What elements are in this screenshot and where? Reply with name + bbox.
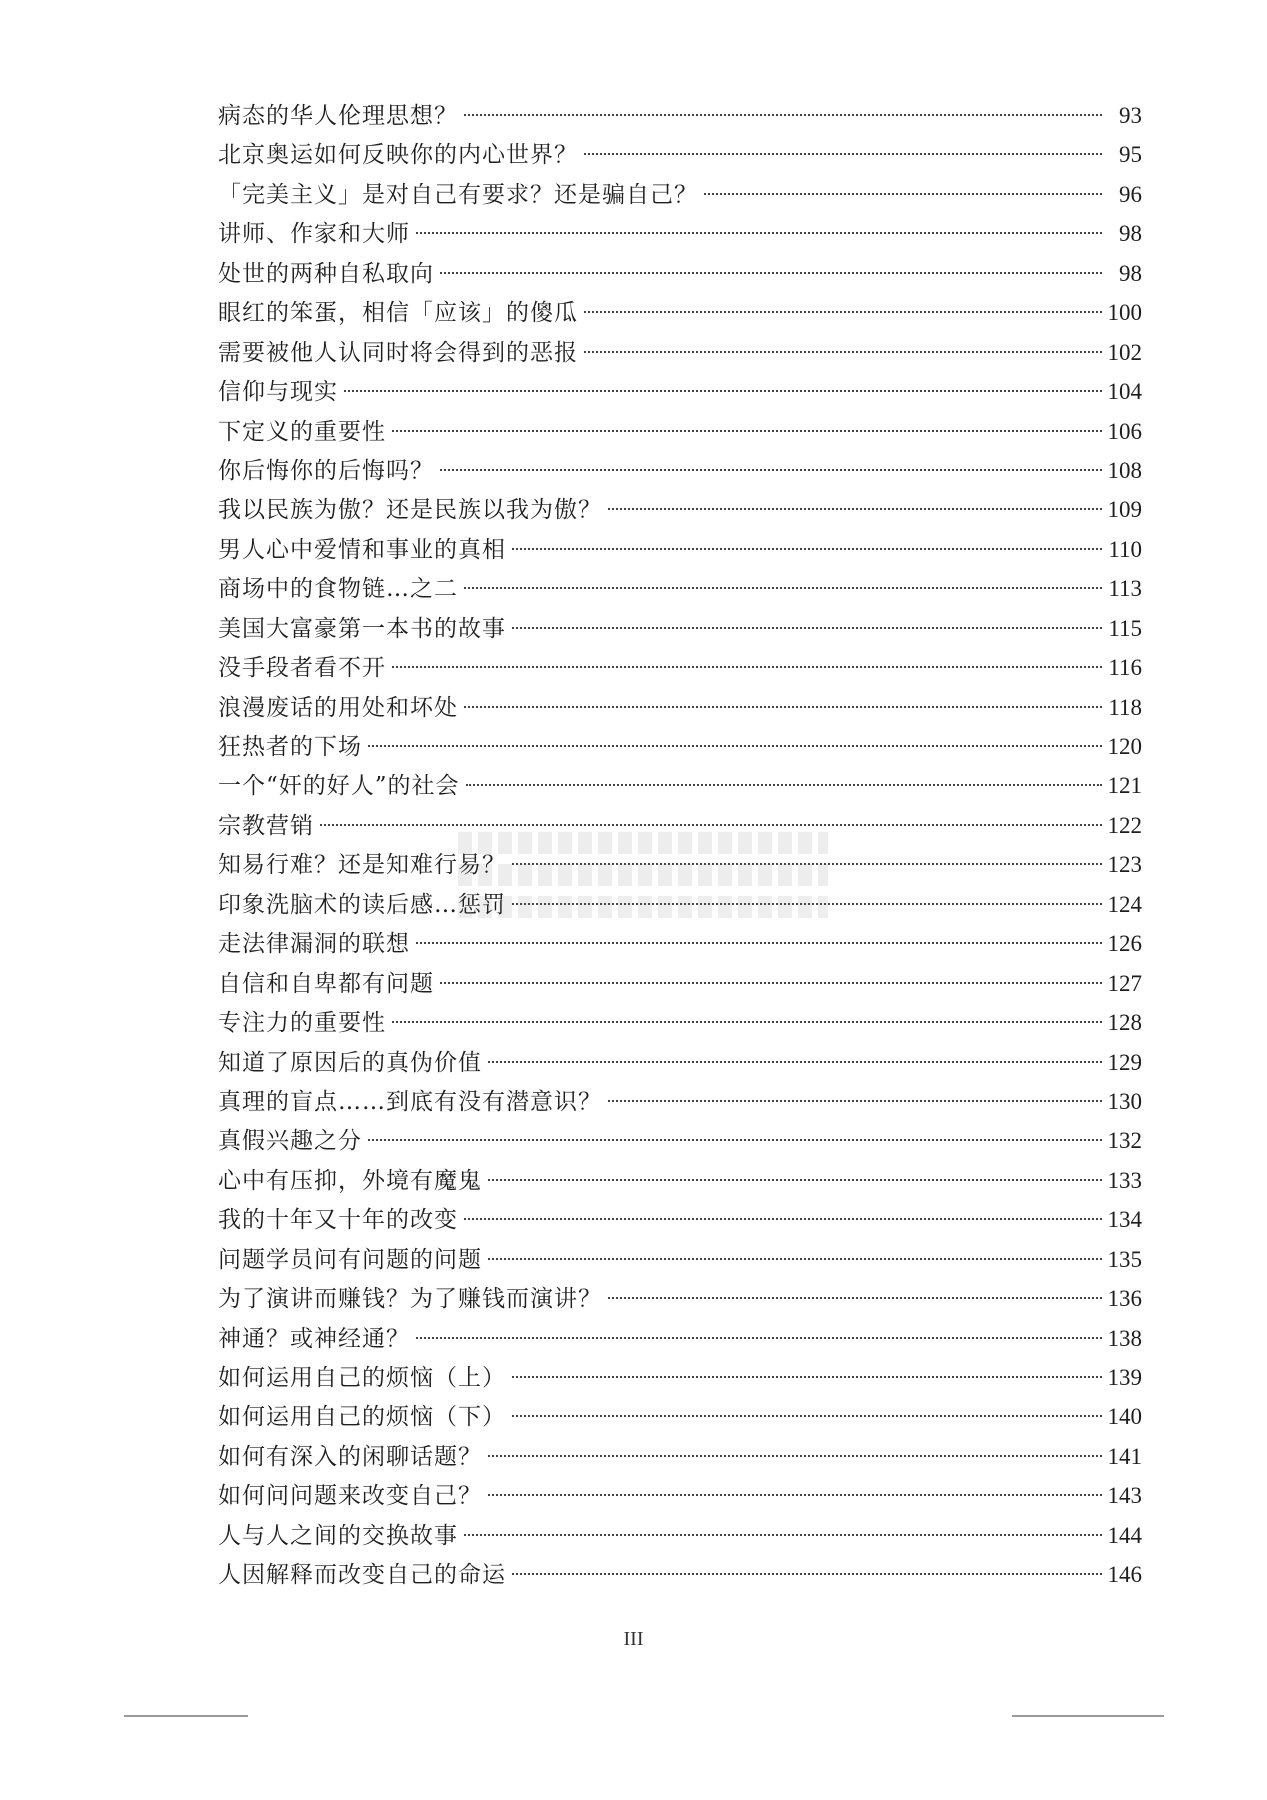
toc-entry-page: 98 — [1119, 260, 1142, 286]
toc-entry-page: 129 — [1107, 1049, 1142, 1075]
dot-leader — [440, 469, 1102, 471]
toc-entry — [218, 1476, 1142, 1515]
dot-leader — [440, 982, 1102, 984]
toc-entry — [218, 688, 1142, 727]
dot-leader — [416, 1337, 1102, 1339]
dot-leader — [464, 587, 1102, 589]
toc-entry-title: 病态的华人伦理思想？ — [218, 103, 458, 129]
toc-entry-page: 120 — [1107, 734, 1142, 759]
toc-entry-page: 124 — [1107, 891, 1142, 917]
dot-leader — [584, 351, 1102, 353]
toc-entry — [218, 806, 1142, 845]
dot-leader — [488, 1061, 1102, 1063]
toc-entry-title: 你后悔你的后悔吗？ — [218, 457, 434, 484]
page-number: III — [623, 1628, 644, 1650]
toc-entry — [218, 530, 1142, 569]
toc-entry — [218, 254, 1142, 293]
toc-entry-title: 宗教营销 — [218, 812, 314, 839]
toc-entry-page: 134 — [1107, 1207, 1142, 1233]
toc-entry-page: 143 — [1107, 1483, 1142, 1509]
dot-leader — [392, 1021, 1102, 1023]
dot-leader — [320, 824, 1102, 826]
toc-entry-title: 心中有压抑，外境有魔鬼 — [218, 1167, 482, 1194]
toc-entry — [218, 845, 1142, 884]
dot-leader — [488, 1494, 1102, 1496]
toc-entry — [218, 1161, 1142, 1200]
toc-entry-title: 北京奥运如何反映你的内心世界？ — [218, 142, 578, 169]
toc-entry — [218, 490, 1142, 529]
dot-leader — [512, 1415, 1102, 1417]
toc-entry — [218, 1437, 1142, 1476]
dot-leader — [464, 114, 1102, 116]
toc-entry — [218, 1358, 1142, 1397]
toc-entry — [218, 964, 1142, 1003]
toc-entry-page: 127 — [1107, 970, 1142, 996]
dot-leader — [512, 903, 1102, 905]
toc-entry-page: 144 — [1107, 1522, 1142, 1548]
toc-entry-title: 一个“奸的好人”的社会 — [218, 773, 460, 800]
toc-entry-page: 115 — [1108, 615, 1142, 641]
toc-entry-page: 132 — [1107, 1128, 1142, 1154]
toc-entry-title: 神通？或神经通？ — [218, 1325, 410, 1352]
toc-entry-title: 我的十年又十年的改变 — [218, 1207, 458, 1234]
toc-entry-title: 专注力的重要性 — [218, 1010, 386, 1037]
toc-entry — [218, 766, 1142, 805]
toc-entry-title: 浪漫废话的用处和坏处 — [218, 694, 458, 721]
toc-entry-title: 我以民族为傲？还是民族以我为傲？ — [218, 497, 602, 524]
toc-entry-title: 处世的两种自私取向 — [218, 260, 434, 287]
toc-entry-title: 如何有深入的闲聊话题？ — [218, 1443, 482, 1470]
toc-entry — [218, 1555, 1142, 1594]
toc-entry-page: 104 — [1107, 379, 1142, 405]
dot-leader — [512, 627, 1102, 629]
dot-leader — [488, 1455, 1102, 1457]
toc-entry — [218, 1043, 1142, 1082]
dot-leader — [512, 548, 1102, 550]
toc-entry-title: 下定义的重要性 — [218, 418, 386, 445]
toc-entry-title: 如何问问题来改变自己？ — [218, 1483, 482, 1510]
toc-entry-title: 商场中的食物链…之二 — [218, 576, 458, 603]
toc-entry-page: 123 — [1107, 852, 1142, 878]
toc-entry-title: 狂热者的下场 — [218, 734, 362, 760]
toc-entry-page: 139 — [1107, 1365, 1142, 1390]
toc-entry-page: 121 — [1107, 773, 1142, 799]
toc-entry — [218, 569, 1142, 608]
dot-leader — [488, 1179, 1102, 1181]
toc-entry-page: 138 — [1107, 1325, 1142, 1351]
toc-entry-page: 110 — [1108, 536, 1142, 562]
toc-entry-page: 116 — [1108, 655, 1142, 681]
toc-entry — [218, 1279, 1142, 1318]
toc-entry-title: 讲师、作家和大师 — [218, 221, 410, 248]
toc-entry-title: 人与人之间的交换故事 — [218, 1522, 458, 1549]
toc-entry-title: 如何运用自己的烦恼（上） — [218, 1365, 506, 1391]
toc-entry — [218, 135, 1142, 174]
dot-leader — [466, 784, 1102, 786]
toc-entry-title: 知易行难？还是知难行易？ — [218, 852, 506, 879]
toc-entry-title: 知道了原因后的真伪价值 — [218, 1049, 482, 1076]
toc-entry — [218, 96, 1142, 135]
dot-leader — [464, 706, 1102, 708]
dot-leader — [512, 1376, 1102, 1378]
toc-entry-title: 没手段者看不开 — [218, 655, 386, 682]
toc-entry — [218, 1121, 1142, 1160]
toc-entry — [218, 727, 1142, 766]
toc-entry — [218, 333, 1142, 372]
toc-entry-page: 96 — [1119, 181, 1142, 207]
toc-entry-page: 106 — [1107, 418, 1142, 444]
toc-entry-title: 印象洗脑术的读后感…惩罚 — [218, 891, 506, 918]
toc-entry-title: 男人心中爱情和事业的真相 — [218, 536, 506, 563]
toc-entry-title: 真理的盲点……到底有没有潜意识？ — [218, 1088, 602, 1115]
toc-entry-page: 140 — [1107, 1404, 1142, 1430]
toc-entry-page: 93 — [1119, 103, 1142, 128]
toc-entry-title: 自信和自卑都有问题 — [218, 970, 434, 997]
toc-entry-title: 「完美主义」是对自己有要求？还是骗自己？ — [218, 181, 698, 208]
toc-entry-title: 真假兴趣之分 — [218, 1128, 362, 1155]
toc-entry-page: 100 — [1107, 300, 1142, 326]
toc-entry — [218, 885, 1142, 924]
toc-entry-page: 113 — [1108, 576, 1142, 602]
toc-entry-page: 126 — [1107, 931, 1142, 957]
toc-entry — [218, 293, 1142, 332]
table-of-contents — [218, 96, 1142, 1595]
toc-entry — [218, 214, 1142, 253]
toc-entry — [218, 451, 1142, 490]
toc-entry — [218, 412, 1142, 451]
dot-leader — [416, 942, 1102, 944]
toc-entry — [218, 1082, 1142, 1121]
dot-leader — [608, 1297, 1102, 1299]
toc-entry — [218, 1319, 1142, 1358]
toc-entry — [218, 1240, 1142, 1279]
toc-entry-page: 135 — [1107, 1246, 1142, 1272]
toc-entry — [218, 1516, 1142, 1555]
toc-entry-title: 为了演讲而赚钱？为了赚钱而演讲？ — [218, 1286, 602, 1313]
dot-leader — [368, 1139, 1102, 1141]
toc-entry-page: 122 — [1107, 812, 1142, 838]
toc-entry — [218, 372, 1142, 411]
footer-rule-right — [1012, 1715, 1164, 1717]
dot-leader — [464, 1534, 1102, 1536]
toc-entry-page: 146 — [1107, 1562, 1142, 1588]
dot-leader — [584, 311, 1102, 313]
toc-entry-title: 需要被他人认同时将会得到的恶报 — [218, 339, 578, 366]
dot-leader — [464, 1218, 1102, 1220]
toc-entry — [218, 609, 1142, 648]
dot-leader — [488, 1258, 1102, 1260]
toc-entry-page: 130 — [1107, 1088, 1142, 1114]
toc-entry — [218, 648, 1142, 687]
toc-entry-page: 109 — [1107, 497, 1142, 523]
footer-rule-left — [124, 1715, 248, 1717]
toc-entry — [218, 1200, 1142, 1239]
toc-entry-page: 98 — [1119, 221, 1142, 247]
toc-entry-title: 眼红的笨蛋，相信「应该」的傻瓜 — [218, 300, 578, 327]
toc-entry-page: 136 — [1107, 1286, 1142, 1312]
toc-entry-title: 如何运用自己的烦恼（下） — [218, 1404, 506, 1431]
dot-leader — [512, 1573, 1102, 1575]
toc-entry-page: 102 — [1107, 339, 1142, 365]
toc-entry-title: 美国大富豪第一本书的故事 — [218, 615, 506, 642]
dot-leader — [392, 666, 1102, 668]
dot-leader — [608, 1100, 1102, 1102]
toc-entry-title: 人因解释而改变自己的命运 — [218, 1562, 506, 1589]
dot-leader — [392, 430, 1102, 432]
dot-leader — [440, 272, 1102, 274]
dot-leader — [608, 508, 1102, 510]
dot-leader — [344, 390, 1102, 392]
dot-leader — [704, 193, 1102, 195]
toc-entry-page: 128 — [1107, 1010, 1142, 1036]
toc-entry-page: 108 — [1107, 457, 1142, 483]
toc-entry-page: 118 — [1108, 694, 1142, 720]
toc-entry — [218, 1397, 1142, 1436]
toc-entry-page: 141 — [1107, 1443, 1142, 1469]
dot-leader — [416, 232, 1102, 234]
toc-entry — [218, 1003, 1142, 1042]
toc-entry-page: 133 — [1107, 1167, 1142, 1193]
dot-leader — [584, 153, 1102, 155]
toc-entry-page: 95 — [1119, 142, 1142, 168]
toc-entry-title: 问题学员问有问题的问题 — [218, 1246, 482, 1273]
dot-leader — [512, 863, 1102, 865]
toc-entry — [218, 924, 1142, 963]
toc-entry-title: 信仰与现实 — [218, 379, 338, 406]
toc-entry-title: 走法律漏洞的联想 — [218, 931, 410, 958]
dot-leader — [368, 745, 1102, 747]
toc-entry — [218, 175, 1142, 214]
